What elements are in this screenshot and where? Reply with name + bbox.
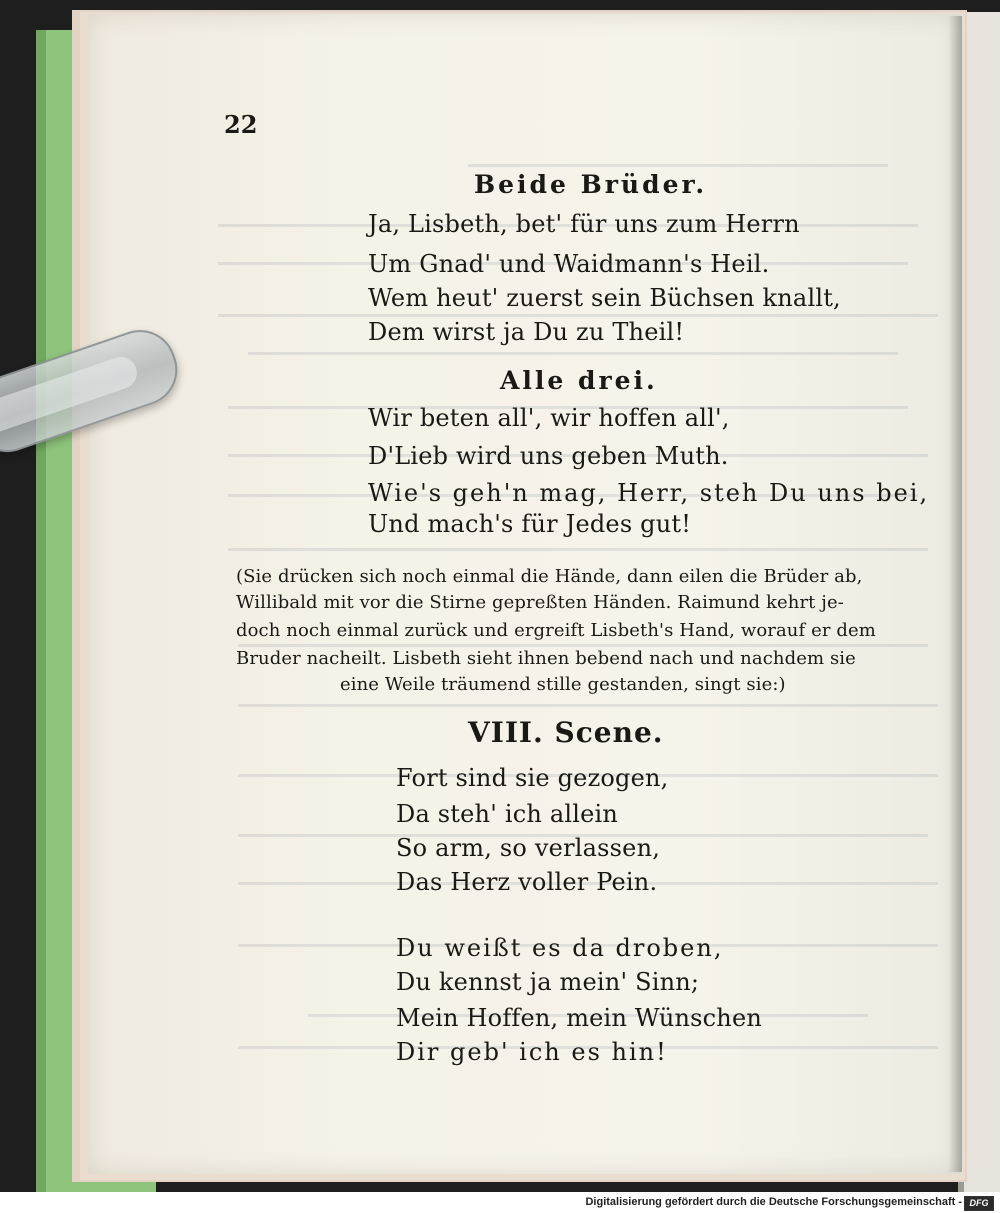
- verse-line: Da steh' ich allein: [396, 800, 619, 828]
- stage-direction-line: Bruder nacheilt. Lisbeth sieht ihnen bebend nach und nachdem sie: [236, 648, 856, 669]
- verse-line: Mein Hoffen, mein Wünschen: [396, 1004, 763, 1032]
- verse-line: Das Herz voller Pein.: [396, 868, 658, 896]
- verse-line: Und mach's für Jedes gut!: [368, 510, 692, 538]
- verse-line: Ja, Lisbeth, bet' für uns zum Herrn: [368, 210, 800, 238]
- verse-line: Um Gnad' und Waidmann's Heil.: [368, 250, 770, 278]
- verse-line: Wem heut' zuerst sein Büchsen knallt,: [368, 284, 841, 312]
- verse-line: Du weißt es da droben,: [396, 934, 724, 962]
- green-board-edge: [36, 30, 46, 1192]
- page-number: 22: [224, 110, 258, 139]
- verse-line: Du kennst ja mein' Sinn;: [396, 968, 700, 996]
- dfg-logo: DFG: [964, 1196, 994, 1211]
- verse-line: Wir beten all', wir hoffen all',: [368, 404, 730, 432]
- ghost-line: [218, 314, 938, 317]
- stage-direction-line: doch noch einmal zurück und ergreift Lisbeth's Hand, worauf er dem: [236, 620, 876, 641]
- ghost-line: [248, 352, 898, 355]
- ghost-line: [238, 704, 938, 707]
- stage-direction-line: Willibald mit vor die Stirne gepreßten Händen. Raimund kehrt je-: [236, 592, 844, 613]
- verse-line: So arm, so verlassen,: [396, 834, 661, 862]
- verse-line: D'Lieb wird uns geben Muth.: [368, 442, 729, 470]
- digitization-credit: Digitalisierung gefördert durch die Deutsche Forschungsgemeinschaft -: [585, 1196, 962, 1208]
- ghost-line: [238, 644, 928, 647]
- verse-line: Wie's geh'n mag, Herr, steh Du uns bei,: [368, 479, 930, 507]
- stage-direction-line: (Sie drücken sich noch einmal die Hände, dann eilen die Brüder ab,: [236, 566, 863, 587]
- verse-line: Fort sind sie gezogen,: [396, 764, 669, 792]
- speaker-heading: Beide Brüder.: [474, 170, 708, 199]
- verse-line: Dem wirst ja Du zu Theil!: [368, 318, 685, 346]
- speaker-heading: Alle drei.: [500, 366, 658, 395]
- stage-direction-line: eine Weile träumend stille gestanden, singt sie:): [340, 674, 786, 695]
- ghost-line: [228, 548, 928, 551]
- scene-heading: VIII. Scene.: [468, 716, 664, 749]
- ghost-line: [468, 164, 888, 167]
- verse-line: Dir geb' ich es hin!: [396, 1038, 668, 1066]
- page-gutter-shadow: [948, 16, 962, 1172]
